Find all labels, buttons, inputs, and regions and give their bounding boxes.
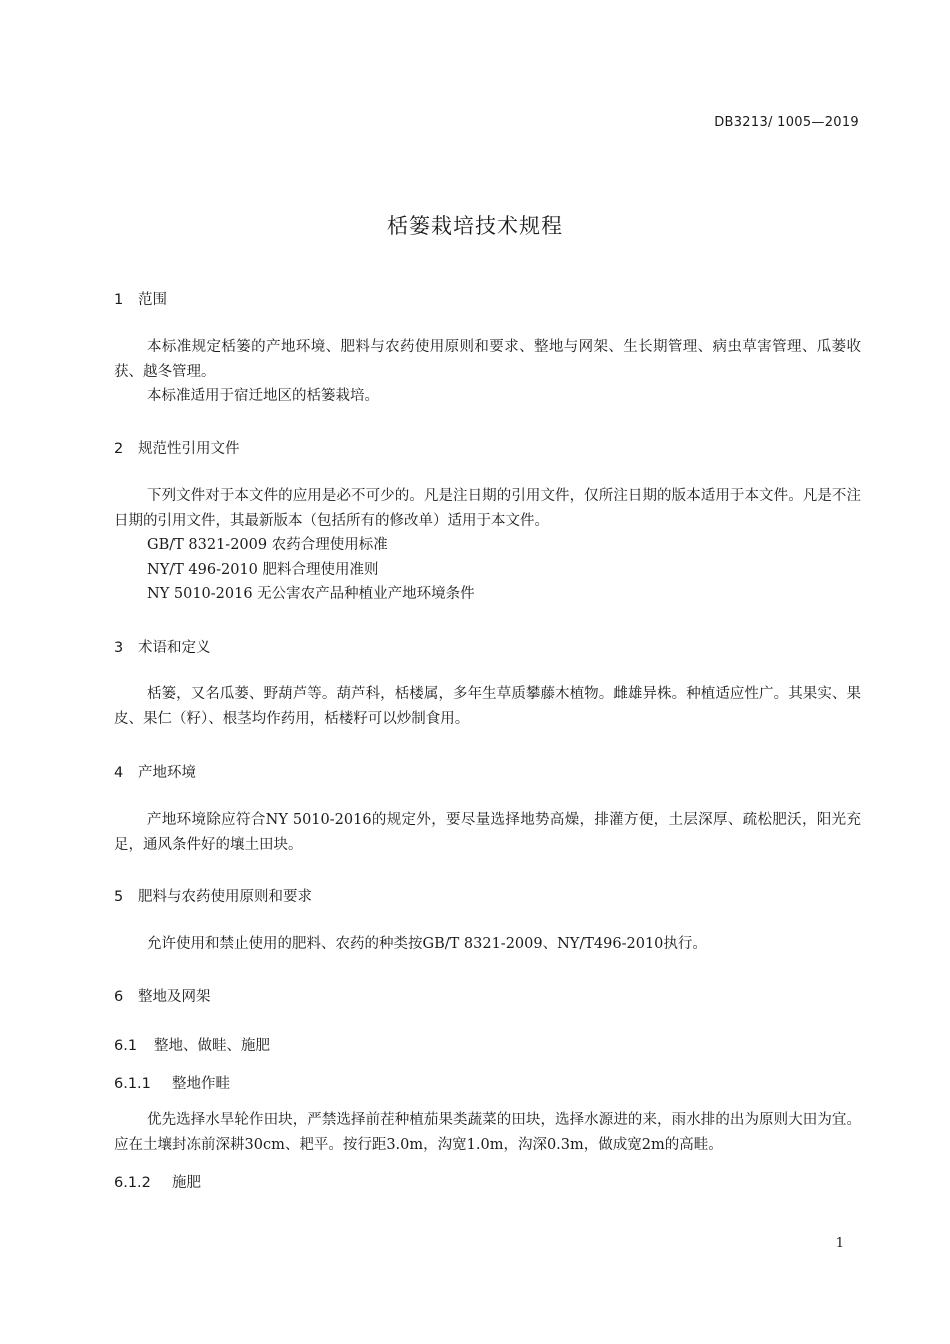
section-4-heading — [114, 761, 196, 782]
section-number: 1 — [114, 292, 124, 308]
section-5-paragraph: 允许使用和禁止使用的肥料、农药的种类按GB/T 8321-2009、NY/T496-2010执行。 — [147, 936, 707, 952]
section-3-heading — [114, 636, 211, 657]
section-3-paragraph: 栝篓，又名瓜蒌、野葫芦等。葫芦科，栝楼属，多年生草质攀藤木植物。雌雄异株。种植适应性广。其果实、果皮、果仁（籽）、根茎均作药用，栝楼籽可以炒制食用。 — [114, 686, 861, 727]
subsection-6-1-1-paragraph: 优先选择水旱轮作田块，严禁选择前茬种植茄果类蔬菜的田块，选择水源进的来，雨水排的出为原则大田为宜。应在土壤封冻前深耕30cm、耙平。按行距3.0m，沟宽1.0m，沟深0.3m，做成宽2m的高畦。 — [114, 1112, 861, 1153]
section-4-paragraph: 产地环境除应符合NY 5010-2016的规定外，要尽量选择地势高燥，排灌方便，土层深厚、疏松肥沃，阳光充足，通风条件好的壤土田块。 — [114, 812, 861, 853]
section-1-paragraph-1: 本标准规定栝篓的产地环境、肥料与农药使用原则和要求、整地与网架、生长期管理、病虫草害管理、瓜蒌收获、越冬管理。 — [114, 339, 861, 380]
reference-item: GB/T 8321-2009 农药合理使用标准 — [147, 537, 388, 553]
reference-item: NY/T 496-2010 肥料合理使用准则 — [147, 562, 379, 578]
section-number: 4 — [114, 765, 124, 781]
section-title: 整地及网架 — [138, 989, 211, 1005]
section-2-paragraph: 下列文件对于本文件的应用是必不可少的。凡是注日期的引用文件，仅所注日期的版本适用于本文件。凡是不注日期的引用文件，其最新版本（包括所有的修改单）适用于本文件。 — [114, 488, 861, 529]
section-1-heading — [114, 288, 167, 309]
section-2-heading — [114, 437, 240, 458]
section-title: 肥料与农药使用原则和要求 — [138, 889, 312, 905]
section-title: 规范性引用文件 — [138, 441, 240, 457]
subsection-title: 整地作畦 — [172, 1076, 230, 1092]
subsection-6-1-1-heading — [114, 1072, 230, 1093]
section-title: 范围 — [138, 292, 167, 308]
section-6-heading — [114, 985, 211, 1006]
subsection-6-1-2-heading — [114, 1171, 201, 1192]
document-title: 栝篓栽培技术规程 — [387, 214, 563, 238]
subsection-6-1-heading — [114, 1034, 270, 1055]
section-5-heading — [114, 885, 312, 906]
section-number: 5 — [114, 889, 124, 905]
section-number: 3 — [114, 640, 124, 656]
subsection-number: 6.1.1 — [114, 1076, 151, 1092]
reference-item: NY 5010-2016 无公害农产品种植业产地环境条件 — [147, 586, 475, 602]
section-title: 产地环境 — [138, 765, 196, 781]
section-number: 2 — [114, 441, 124, 457]
document-code: DB3213/ 1005—2019 — [714, 115, 859, 130]
section-title: 术语和定义 — [138, 640, 211, 656]
subsection-title: 施肥 — [172, 1175, 201, 1191]
section-1-paragraph-2: 本标准适用于宿迁地区的栝篓栽培。 — [147, 388, 379, 404]
subsection-title: 整地、做畦、施肥 — [154, 1038, 270, 1054]
subsection-number: 6.1 — [114, 1038, 138, 1054]
page-number: 1 — [835, 1236, 844, 1251]
subsection-number: 6.1.2 — [114, 1175, 151, 1191]
section-number: 6 — [114, 989, 124, 1005]
